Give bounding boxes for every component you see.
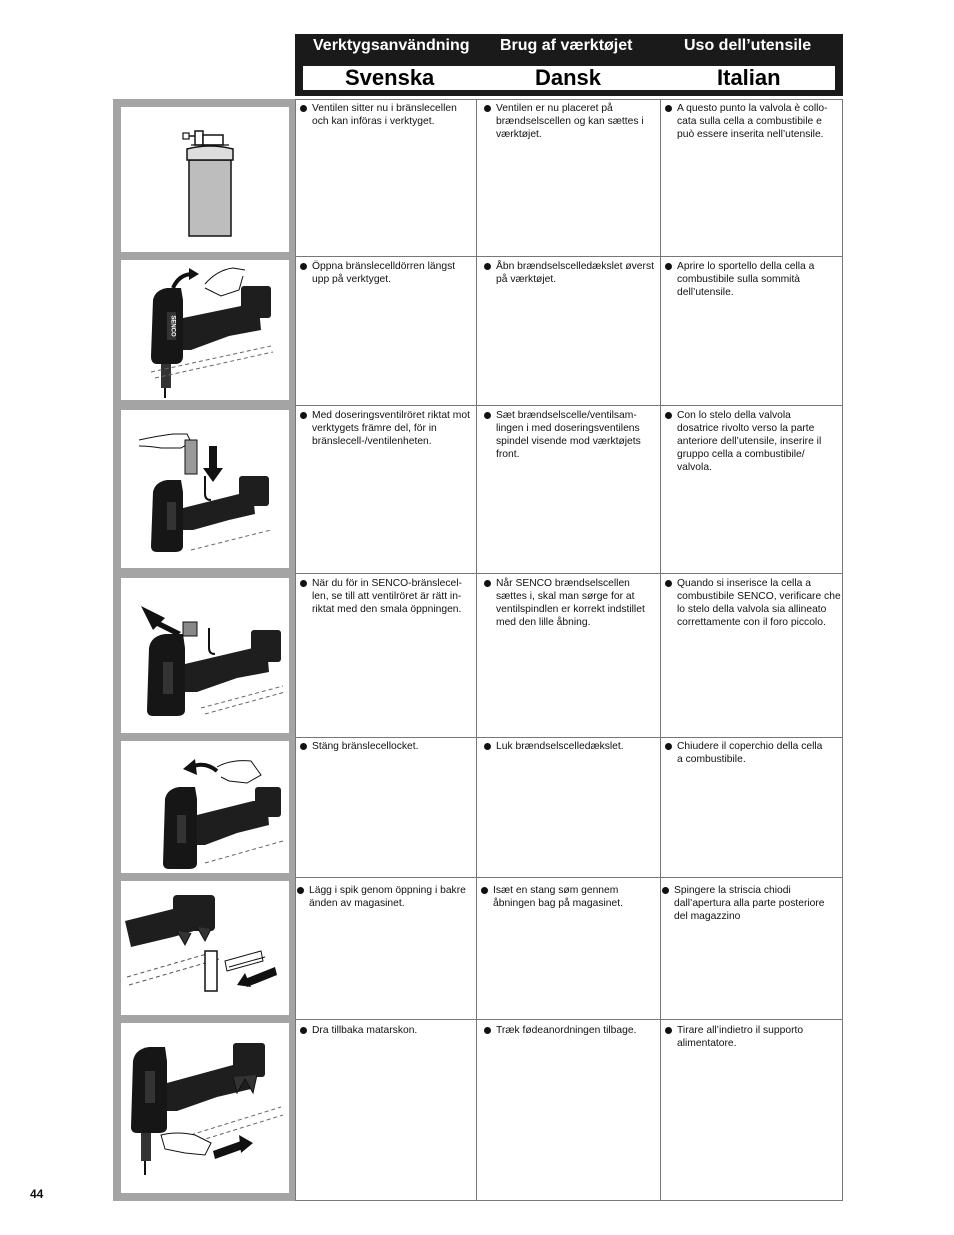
bullet [665, 1027, 672, 1034]
header-language-it: Italian [717, 65, 781, 90]
step-2-it: Aprire lo sportello della cella a combustibile sulla sommità dell’utensile. [665, 260, 830, 299]
load-nails-illustration [121, 881, 289, 1015]
header-language-sv: Svenska [345, 65, 435, 90]
bullet [665, 743, 672, 750]
step-4-it: Quando si inserisce la cella a combustibile SENCO, verificare che lo stelo della valvola sia allineato correttamente con il foro piccolo. [665, 577, 842, 629]
row-divider [295, 877, 843, 878]
row-divider [295, 737, 843, 738]
bullet [484, 580, 491, 587]
bullet [300, 743, 307, 750]
step-2-da: Åbn brændselscelledækslet øverst på værktøjet. [484, 260, 654, 286]
bullet [300, 105, 307, 112]
bullet [300, 263, 307, 270]
header-subtitle-it: Uso dell’utensile [684, 37, 812, 54]
header-subtitle-sv: Verktygsanvändning [313, 37, 470, 54]
open-door-illustration [121, 260, 289, 400]
step-4-da: Når SENCO brændselscellen sættes i, skal man sørge for at ventilspindlen er korrekt indstillet med den lille åbning. [484, 577, 656, 629]
step-3-it: Con lo stelo della valvola dosatrice rivolto verso la parte anteriore dell’utensile, inserire il gruppo cella a combustibile/ valvola. [665, 409, 833, 474]
bullet [484, 412, 491, 419]
language-bar [303, 66, 835, 90]
step-5-sv: Stäng bränslecellocket. [300, 740, 472, 753]
bullet [300, 1027, 307, 1034]
bullet [300, 580, 307, 587]
bullet [662, 887, 669, 894]
step-4-sv: När du för in SENCO-bränslecel-len, se till att ventilröret är rätt in-riktat med den smala öppningen. [300, 577, 472, 616]
bullet [484, 263, 491, 270]
row-divider [295, 405, 843, 406]
bullet [484, 743, 491, 750]
page-number: 44 [30, 1187, 44, 1201]
bullet [484, 1027, 491, 1034]
step-7-da: Træk fødeanordningen tilbage. [484, 1024, 656, 1037]
step-6-it: Spingere la striscia chiodi dall’apertura alla parte posteriore del magazzino [662, 884, 840, 923]
step-5-da: Luk brændselscelledækslet. [484, 740, 654, 753]
bullet [665, 105, 672, 112]
step-1-it: A questo punto la valvola è collo-cata sulla cella a combustibile e può essere inserita nell’utensile. [665, 102, 841, 141]
step-2-sv: Öppna bränslecelldörren längst upp på verktyget. [300, 260, 472, 286]
insert-fuel-cell-illustration [121, 410, 289, 568]
step-5-it: Chiudere il coperchio della cella a combustibile. [665, 740, 825, 766]
step-3-da: Sæt brændselscelle/ventilsam-lingen i med doseringsventilens spindel visende mod værktøjets front. [484, 409, 654, 461]
step-6-sv: Lägg i spik genom öppning i bakre änden av magasinet. [297, 884, 469, 910]
bullet [300, 412, 307, 419]
step-7-sv: Dra tillbaka matarskon. [300, 1024, 472, 1037]
bullet [665, 263, 672, 270]
align-valve-illustration [121, 578, 289, 733]
bullet [297, 887, 304, 894]
header-language-da: Dansk [535, 65, 602, 90]
close-cover-illustration [121, 741, 289, 873]
bullet [665, 412, 672, 419]
column-divider [476, 99, 477, 1201]
pull-back-follower-illustration [121, 1023, 289, 1193]
bullet [481, 887, 488, 894]
step-1-sv: Ventilen sitter nu i bränslecellen och kan införas i verktyget. [300, 102, 472, 128]
step-7-it: Tirare all’indietro il supporto alimentatore. [665, 1024, 825, 1050]
senco-logo: SENCO [169, 315, 176, 337]
bullet [484, 105, 491, 112]
fuel-cell-illustration [121, 107, 289, 252]
bullet [665, 580, 672, 587]
step-3-sv: Med doseringsventilröret riktat mot verktygets främre del, för in bränslecell-/ventilenheten. [300, 409, 472, 448]
header-subtitle-da: Brug af værktøjet [500, 37, 633, 54]
row-divider [295, 573, 843, 574]
row-divider [295, 1019, 843, 1020]
column-header [295, 34, 843, 96]
step-6-da: Isæt en stang søm gennem åbningen bag på magasinet. [481, 884, 653, 910]
column-divider [660, 99, 661, 1201]
step-1-da: Ventilen er nu placeret på brændselscellen og kan sættes i værktøjet. [484, 102, 654, 141]
row-divider [295, 256, 843, 257]
